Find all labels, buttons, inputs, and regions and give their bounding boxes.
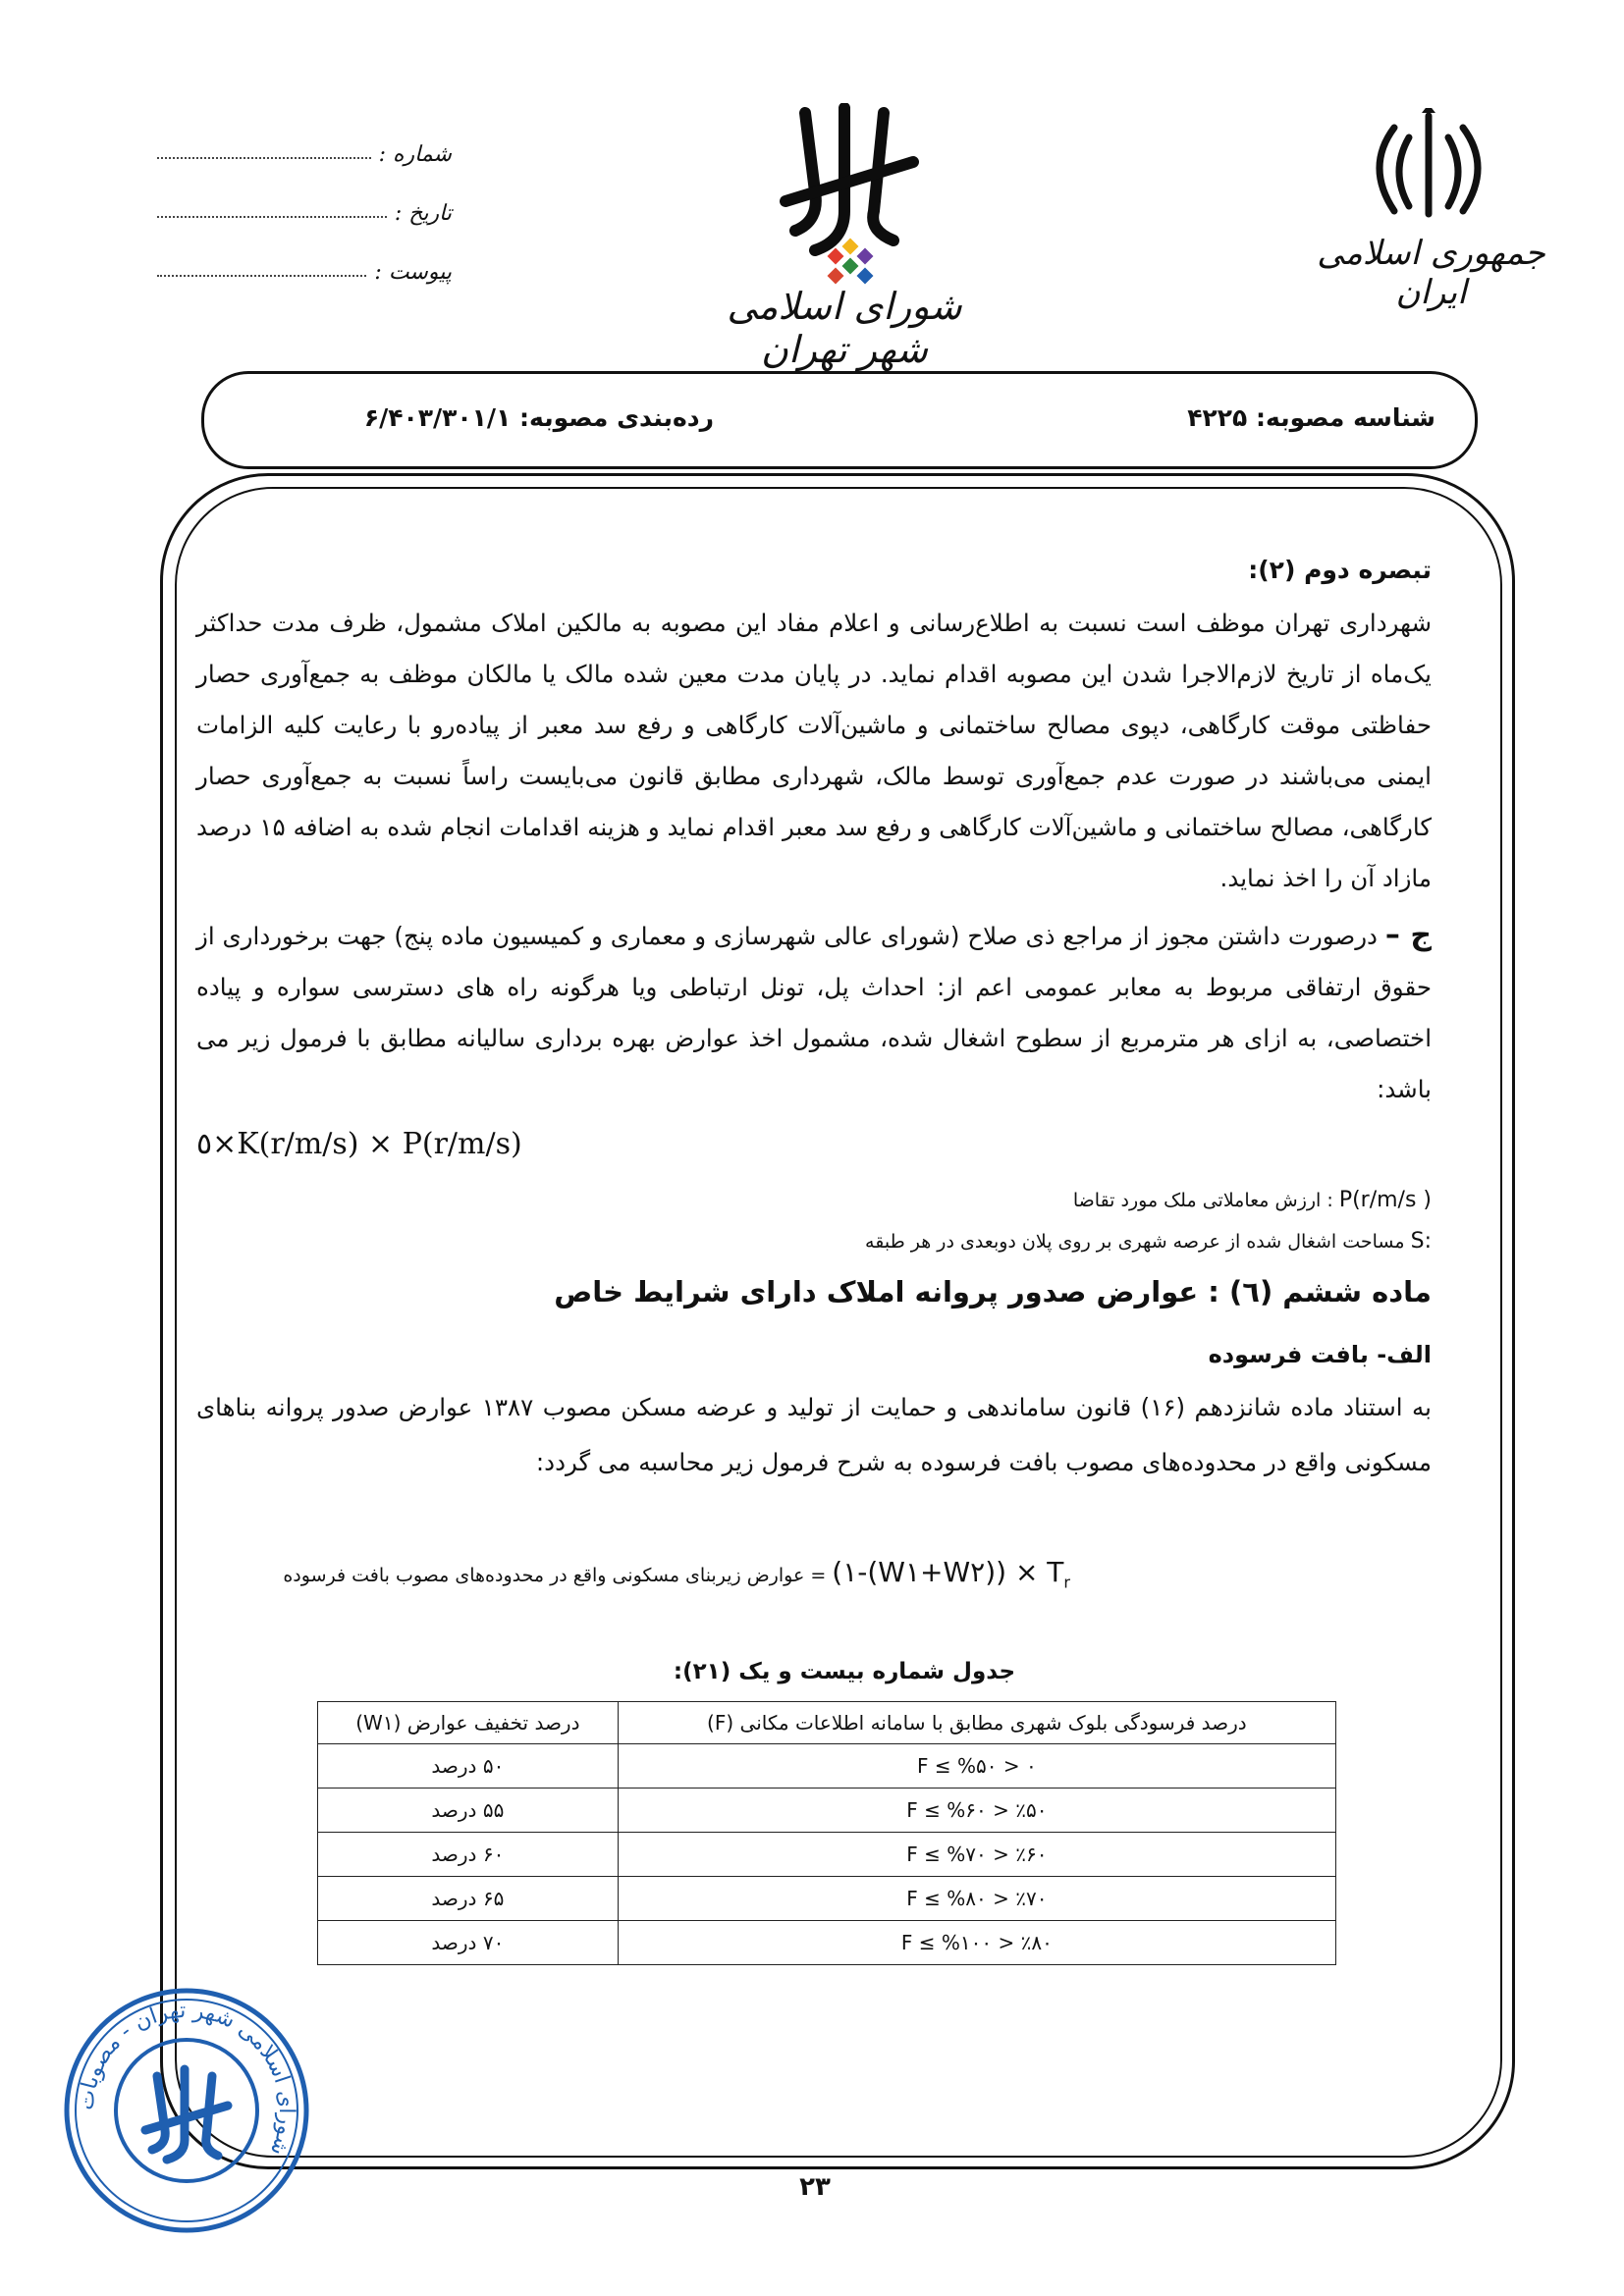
note-heading: تبصره دوم (۲): — [1248, 556, 1432, 584]
discount-table — [317, 1701, 1336, 1965]
clause-paragraph — [196, 910, 1432, 1115]
table-header-row — [318, 1702, 1336, 1744]
table-cell: ۶۰ درصد — [318, 1833, 619, 1877]
resolution-header-box — [201, 371, 1478, 469]
republic-label: جمهوری اسلامی ایران — [1317, 234, 1545, 312]
svg-text:شورای اسلامی شهر تهران - مصوبا: شورای اسلامی شهر تهران - مصوبات — [74, 1998, 299, 2160]
table-cell: ٪۶۰ < F ≤ %۷۰ — [618, 1833, 1335, 1877]
formula-two-label: = عوارض زیربنای مسکونی واقع در محدوده‌های مصوب بافت فرسوده — [283, 1565, 827, 1586]
meta-attachment-dots — [157, 275, 366, 277]
section-alef-heading: الف- بافت فرسوده — [1208, 1341, 1432, 1368]
council-label: شورای اسلامی شهر تهران — [727, 285, 962, 371]
table-row — [318, 1877, 1336, 1921]
meta-attachment-row — [157, 245, 452, 285]
resolution-classification: رده‌بندی مصوبه: ۶/۴۰۳/۳۰۱/۱ — [363, 403, 714, 432]
definition-s — [196, 1221, 1432, 1262]
table-row — [318, 1921, 1336, 1965]
table-cell: ۶۵ درصد — [318, 1877, 619, 1921]
meta-date-label: تاریخ : — [394, 201, 452, 226]
definition-p-code: P(r/m/s ) — [1338, 1188, 1432, 1212]
note-paragraph: شهرداری تهران موظف است نسبت به اطلاع‌رسانی و اعلام مفاد این مصوبه به مالکین املاک مشمول، ظرف مدت حداکثر یک‌ماه از تاریخ لازم‌الاجرا شدن این مصوبه اقدام نماید. در پایان مدت معین شده مالک یا مالکان موظف به جمع‌آوری حصار حفاظتی موقت کارگاهی، دپوی مصالح ساختمانی و ماشین‌آلات کارگاهی و رفع سد معبر از پیاده‌رو با رعایت کلیه الزامات ایمنی می‌باشند در صورت عدم جمع‌آوری توسط مالک، شهرداری مطابق قانون می‌بایست راساً نسبت به جمع‌آوری حصار کارگاهی، مصالح ساختمانی و ماشین‌آلات کارگاهی و رفع سد معبر اقدام نماید و هزینه اقدامات انجام شده به اضافه ۱۵ درصد مازاد آن را اخذ نماید. — [196, 609, 1432, 892]
meta-number-dots — [157, 157, 371, 159]
definition-p-text: : ارزش معاملاتی ملک مورد تقاضا — [1072, 1190, 1333, 1211]
meta-number-row — [157, 128, 452, 167]
council-seal-icon — [59, 1983, 314, 2238]
table-cell: ۷۰ درصد — [318, 1921, 619, 1965]
clause-letter: ج – — [1384, 918, 1432, 952]
table-cell: ٪۸۰ < F ≤ %۱۰۰ — [618, 1921, 1335, 1965]
article-heading: ماده ششم (٦) : عوارض صدور پروانه املاک دارای شرایط خاص — [554, 1275, 1432, 1308]
formula-two — [196, 1556, 1070, 1592]
definition-s-text: مساحت اشغال شده از عرصه شهری بر روی پلان دوبعدی در هر طبقه — [865, 1231, 1405, 1253]
table-row — [318, 1833, 1336, 1877]
definition-p — [196, 1180, 1432, 1221]
table-header-cell: درصد تخفیف عوارض (W۱) — [318, 1702, 619, 1744]
table-row — [318, 1789, 1336, 1833]
table-cell: ٪۵۰ < F ≤ %۶۰ — [618, 1789, 1335, 1833]
table-row — [318, 1744, 1336, 1789]
iran-emblem-icon — [1355, 108, 1502, 226]
section-alef-paragraph: به استناد ماده شانزدهم (۱۶) قانون ساماندهی و حمایت از تولید و عرضه مسکن مصوب ۱۳۸۷ عوارض صدور پروانه بناهای مسکونی واقع در محدوده‌های مصوب بافت فرسوده به شرح فرمول زیر محاسبه می گردد: — [196, 1393, 1432, 1476]
resolution-id: شناسه مصوبه: ۴۲۲۵ — [1187, 403, 1435, 432]
clause-text: درصورت داشتن مجوز از مراجع ذی صلاح (شورای عالی شهرسازی و معماری و کمیسیون ماده پنج) جهت برخورداری از حقوق ارتفاقی مربوط به معابر عمومی اعم از: احداث پل، تونل ارتباطی ویا هرگونه راه های دسترسی سواره و پیاده اختصاصی، به ازای هر مترمربع از سطوح اشغال شده، مشمول اخذ عوارض بهره برداری سالیانه مطابق با فرمول زیر می باشد: — [196, 922, 1432, 1103]
table-title: جدول شماره بیست و یک (۲۱): — [673, 1659, 1016, 1684]
table-cell: ۰ < F ≤ %۵۰ — [618, 1744, 1335, 1789]
main-content — [196, 545, 1432, 1490]
meta-date-dots — [157, 216, 387, 218]
table-cell: ٪۷۰ < F ≤ %۸۰ — [618, 1877, 1335, 1921]
table-cell: ۵۵ درصد — [318, 1789, 619, 1833]
meta-date-row — [157, 187, 452, 226]
definition-s-code: S: — [1410, 1229, 1432, 1254]
formula-one: ٥×K(r/m/s) × P(r/m/s) — [196, 1127, 522, 1161]
formula-two-math: (۱-(W۱+W۲)) × $T_r$ — [832, 1556, 1070, 1592]
page-number: ۲۳ — [799, 2172, 831, 2202]
meta-attachment-label: پیوست : — [374, 260, 452, 285]
table-cell: ۵۰ درصد — [318, 1744, 619, 1789]
meta-number-label: شماره : — [378, 142, 452, 167]
table-header-cell: درصد فرسودگی بلوک شهری مطابق با سامانه اطلاعات مکانی (F) — [618, 1702, 1335, 1744]
